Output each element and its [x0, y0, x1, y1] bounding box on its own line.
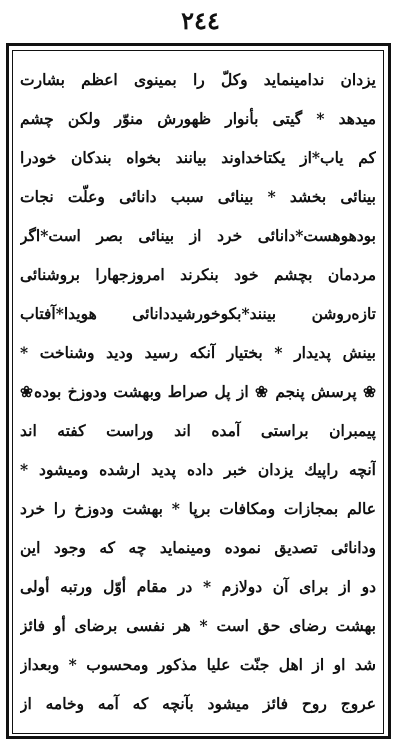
text-line: دو از براى آن دولازم * در مقام أوّل ورتبه أولى [20, 577, 376, 596]
text-line: يزدان ندامينمايد وكلّ را بمينوى اعظم بشارت [20, 70, 376, 89]
text-line: عروج روح فائز ميشود بآنچه كه آمه وخامه از [20, 694, 376, 713]
text-line: بودهوهست*دانائى خرد از بينائى بصر است*اگر [20, 226, 376, 245]
page-number: ٢٤٤ [181, 6, 220, 35]
text-line: بهشت رضاى حق است * هر نفسى برضاى أو فائز [20, 616, 376, 635]
text-line: ودانائى تصديق نموده ومينمايد چه كه وجود اين [20, 538, 376, 557]
text-line: شد او از اهل جنّت عليا مذكور ومحسوب * وبعداز [20, 655, 376, 674]
text-line: بينائى بخشد * بينائى سبب دانائى وعلّت نجات [20, 187, 376, 206]
text-line: عالم بمجازات ومكافات برپا * بهشت ودوزخ را خرد [20, 499, 376, 518]
text-line: ميدهد * گيتى بأنوار ظهورش منوّر ولكن چشم [20, 109, 376, 128]
text-line: آنچه راپيك يزدان خبر داده پديد ارشده وميشود * [20, 460, 376, 479]
text-line: مردمان بچشم خود بنكرند امروزجهارا بروشنائى [20, 265, 376, 284]
text-line: بينش پديدار * بختيار آنكه رسيد وديد وشناخت * [20, 343, 376, 362]
section-heading-line: ❀ پرسش پنجم ❀ از پل صراط وبهشت ودوزخ بوده❀ [20, 382, 376, 401]
text-line: پيمبران براستى آمده اند وراست كفته اند [20, 421, 376, 440]
text-body [20, 60, 376, 723]
text-line: كم ياب*از يكتاخداوند بيانند بخواه بندكان خودرا [20, 148, 376, 167]
text-line: تازه‌روشن بينند*بكوخورشيددانائى هويدا*آفتاب [20, 304, 376, 323]
